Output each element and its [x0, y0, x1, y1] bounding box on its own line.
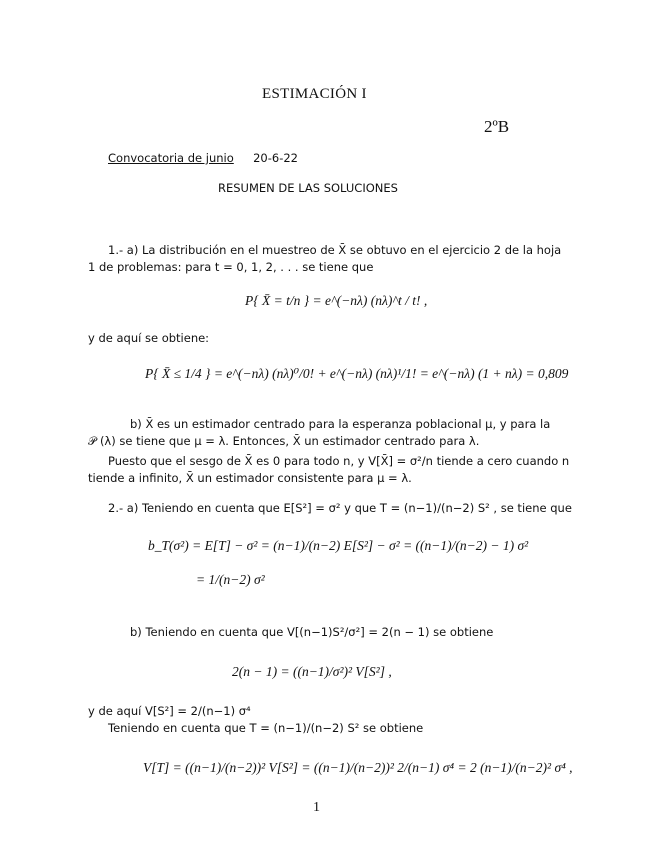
p1-equation-2: P{ X̄ ≤ 1/4 } = e^(−nλ) (nλ)⁰/0! + e^(−nλ) (nλ)¹/1! = e^(−nλ) (1 + nλ) = 0,809 — [145, 366, 569, 381]
page-number: 1 — [313, 800, 320, 815]
p1-line3: y de aquí se obtiene: — [88, 331, 210, 345]
p1b-line4: tiende a infinito, X̄ un estimador consistente para μ = λ. — [88, 471, 412, 485]
p2-line-t: Teniendo en cuenta que T = (n−1)/(n−2) S² se obtiene — [108, 721, 424, 735]
p2-line-v: y de aquí V[S²] = 2/(n−1) σ⁴ — [88, 704, 251, 718]
session-label: Convocatoria de junio — [108, 151, 234, 165]
page-title: ESTIMACIÓN I — [262, 86, 367, 102]
p2a-line: 2.- a) Teniendo en cuenta que E[S²] = σ² y que T = (n−1)/(n−2) S² , se tiene que — [108, 501, 572, 515]
p1-intro-line1: 1.- a) La distribución en el muestreo de X̄ se obtuvo en el ejercicio 2 de la hoja — [108, 243, 562, 257]
p2b-line: b) Teniendo en cuenta que V[(n−1)S²/σ²] = 2(n − 1) se obtiene — [130, 625, 494, 639]
p2-equation-5: V[T] = ((n−1)/(n−2))² V[S²] = ((n−1)/(n−2))² 2/(n−1) σ⁴ = 2 (n−1)/(n−2)² σ⁴ , — [143, 760, 573, 775]
p1b-line1: b) X̄ es un estimador centrado para la esperanza poblacional μ, y para la — [130, 417, 551, 431]
p1-equation-1: P{ X̄ = t/n } = e^(−nλ) (nλ)^t / t! , — [245, 293, 428, 308]
p2-equation-3-line1: b_T(σ²) = E[T] − σ² = (n−1)/(n−2) E[S²] − σ² = ((n−1)/(n−2) − 1) σ² — [148, 538, 529, 553]
session-date: 20-6-22 — [253, 151, 298, 165]
p2-equation-4: 2(n − 1) = ((n−1)/σ²)² V[S²] , — [232, 664, 392, 679]
p1b-line3: Puesto que el sesgo de X̄ es 0 para todo n, y V[X̄] = σ²/n tiende a cero cuando n — [108, 454, 570, 468]
p1b-line2: 𝒫 (λ) se tiene que μ = λ. Entonces, X̄ un estimador centrado para λ. — [88, 434, 480, 448]
group-label: 2ºB — [484, 117, 510, 136]
p2-equation-3-line2: = 1/(n−2) σ² — [196, 572, 265, 587]
session-info — [108, 151, 298, 165]
p1-intro-line2: 1 de problemas: para t = 0, 1, 2, . . . se tiene que — [88, 260, 374, 274]
subtitle: RESUMEN DE LAS SOLUCIONES — [218, 181, 398, 195]
